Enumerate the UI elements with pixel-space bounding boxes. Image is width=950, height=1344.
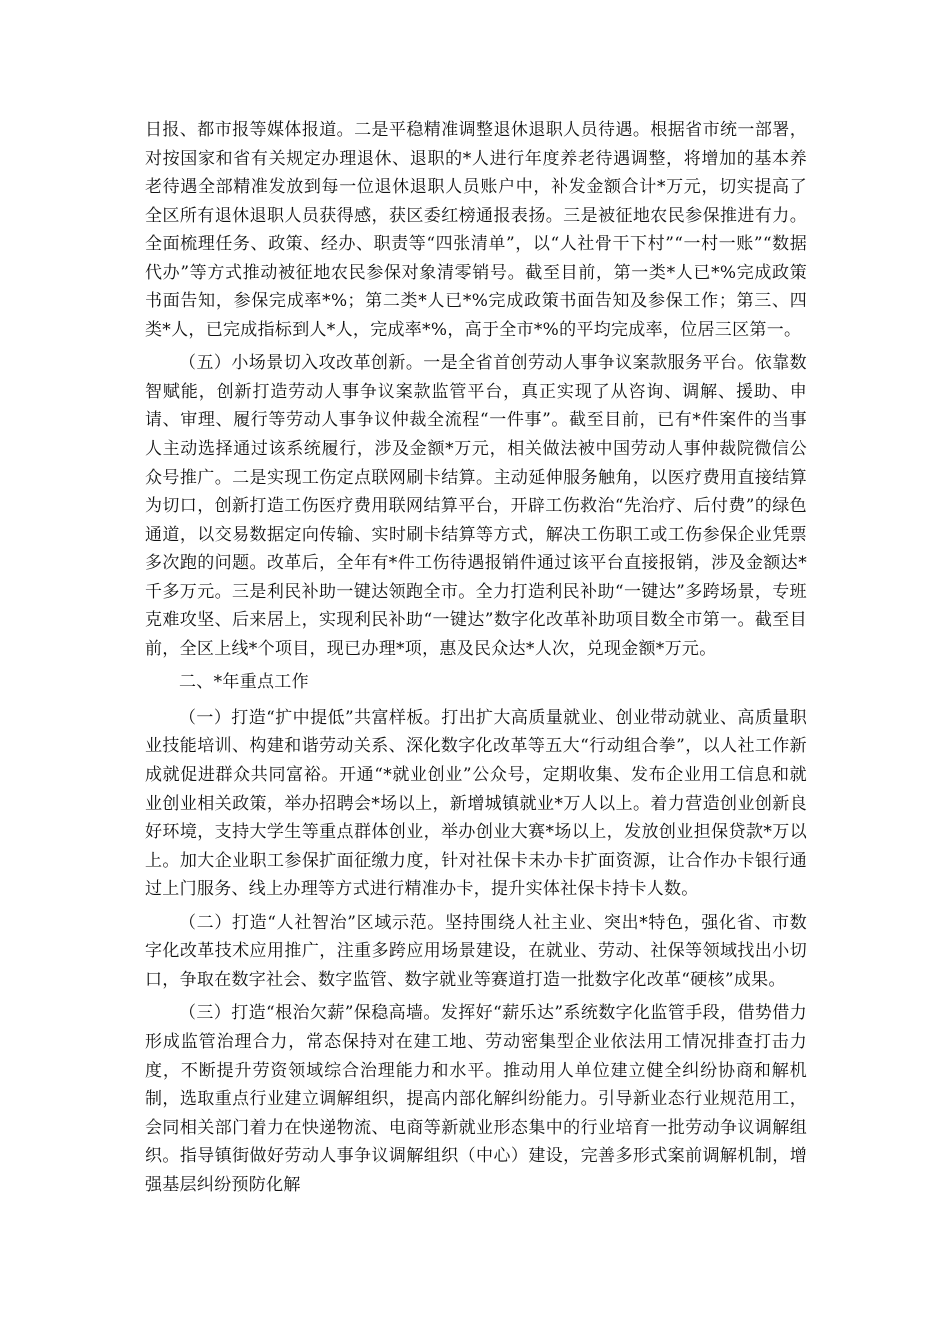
paragraph-common-prosperity: （一）打造“扩中提低”共富样板。打出扩大高质量就业、创业带动就业、高质量职业技能培训、构建和谐劳动关系、深化数字化改革等五大“行动组合拳”，以人社工作新成就促进群众共同富裕。开通“*就业创业”公众号，定期收集、发布企业用工信息和就业创业相关政策，举办招聘会*场以上，新增城镇就业*万人以上。着力营造创业创新良好环境，支持大学生等重点群体创业，举办创业大赛*场以上，发放创业担保贷款*万以上。加大企业职工参保扩面征缴力度，针对社保卡未办卡扩面资源，让合作办卡银行通过上门服务、线上办理等方式进行精准办卡，提升实体社保卡持卡人数。 bbox=[145, 707, 807, 900]
paragraph-reform-innovation: （五）小场景切入攻改革创新。一是全省首创劳动人事争议案款服务平台。依靠数智赋能，创新打造劳动人事争议案款监管平台，真正实现了从咨询、调解、援助、申请、审理、履行等劳动人事争议仲裁全流程“一件事”。截至目前，已有*件案件的当事人主动选择通过该系统履行，涉及金额*万元，相关做法被中国劳动人事仲裁院微信公众号推广。二是实现工伤定点联网刷卡结算。主动延伸服务触角，以医疗费用直接结算为切口，创新打造工伤医疗费用联网结算平台，开辟工伤救治“先治疗、后付费”的绿色通道，以交易数据定向传输、实时刷卡结算等方式，解决工伤职工或工伤参保企业凭票多次跑的问题。改革后，全年有*件工伤待遇报销件通过该平台直接报销，涉及金额达*千多万元。三是利民补助一键达领跑全市。全力打造利民补助“一键达”多跨场景，专班克难攻坚、后来居上，实现利民补助“一键达”数字化改革补助项目数全市第一。截至目前，全区上线*个项目，现已办理*项，惠及民众达*人次，兑现金额*万元。 bbox=[145, 353, 807, 659]
document-body bbox=[145, 116, 807, 1204]
paragraph-wage-arrears: （三）打造“根治欠薪”保稳高墙。发挥好“薪乐达”系统数字化监管手段，借势借力形成监管治理合力，常态保持对在建工地、劳动密集型企业依法用工情况排查打击力度，不断提升劳资领域综合治理能力和水平。推动用人单位建立健全纠纷协商和解机制，选取重点行业建立调解组织，提高内部化解纠纷能力。引导新业态行业规范用工，会同相关部门着力在快递物流、电商等新就业形态集中的行业培育一批劳动争议调解组织。指导镇街做好劳动人事争议调解组织（中心）建设，完善多形式案前调解机制，增强基层纠纷预防化解 bbox=[145, 1003, 807, 1195]
paragraph-continuation: 日报、都市报等媒体报道。二是平稳精准调整退休退职人员待遇。根据省市统一部署，对按国家和省有关规定办理退休、退职的*人进行年度养老待遇调整，将增加的基本养老待遇全部精准发放到每一位退休退职人员账户中，补发金额合计*万元，切实提高了全区所有退休退职人员获得感，获区委红榜通报表扬。三是被征地农民参保推进有力。全面梳理任务、政策、经办、职责等“四张清单”，以“人社骨干下村”“一村一账”“数据代办”等方式推动被征地农民参保对象清零销号。截至目前，第一类*人已*%完成政策书面告知，参保完成率*%；第二类*人已*%完成政策书面告知及参保工作；第三、四类*人，已完成指标到人*人，完成率*%，高于全市*%的平均完成率，位居三区第一。 bbox=[145, 120, 807, 340]
section-heading: 二、*年重点工作 bbox=[179, 672, 309, 693]
paragraph-smart-governance: （二）打造“人社智治”区域示范。坚持围绕人社主业、突出*特色，强化省、市数字化改革技术应用推广，注重多跨应用场景建设，在就业、劳动、社保等领域找出小切口，争取在数字社会、数字监管、数字就业等赛道打造一批数字化改革“硬核”成果。 bbox=[145, 912, 807, 990]
